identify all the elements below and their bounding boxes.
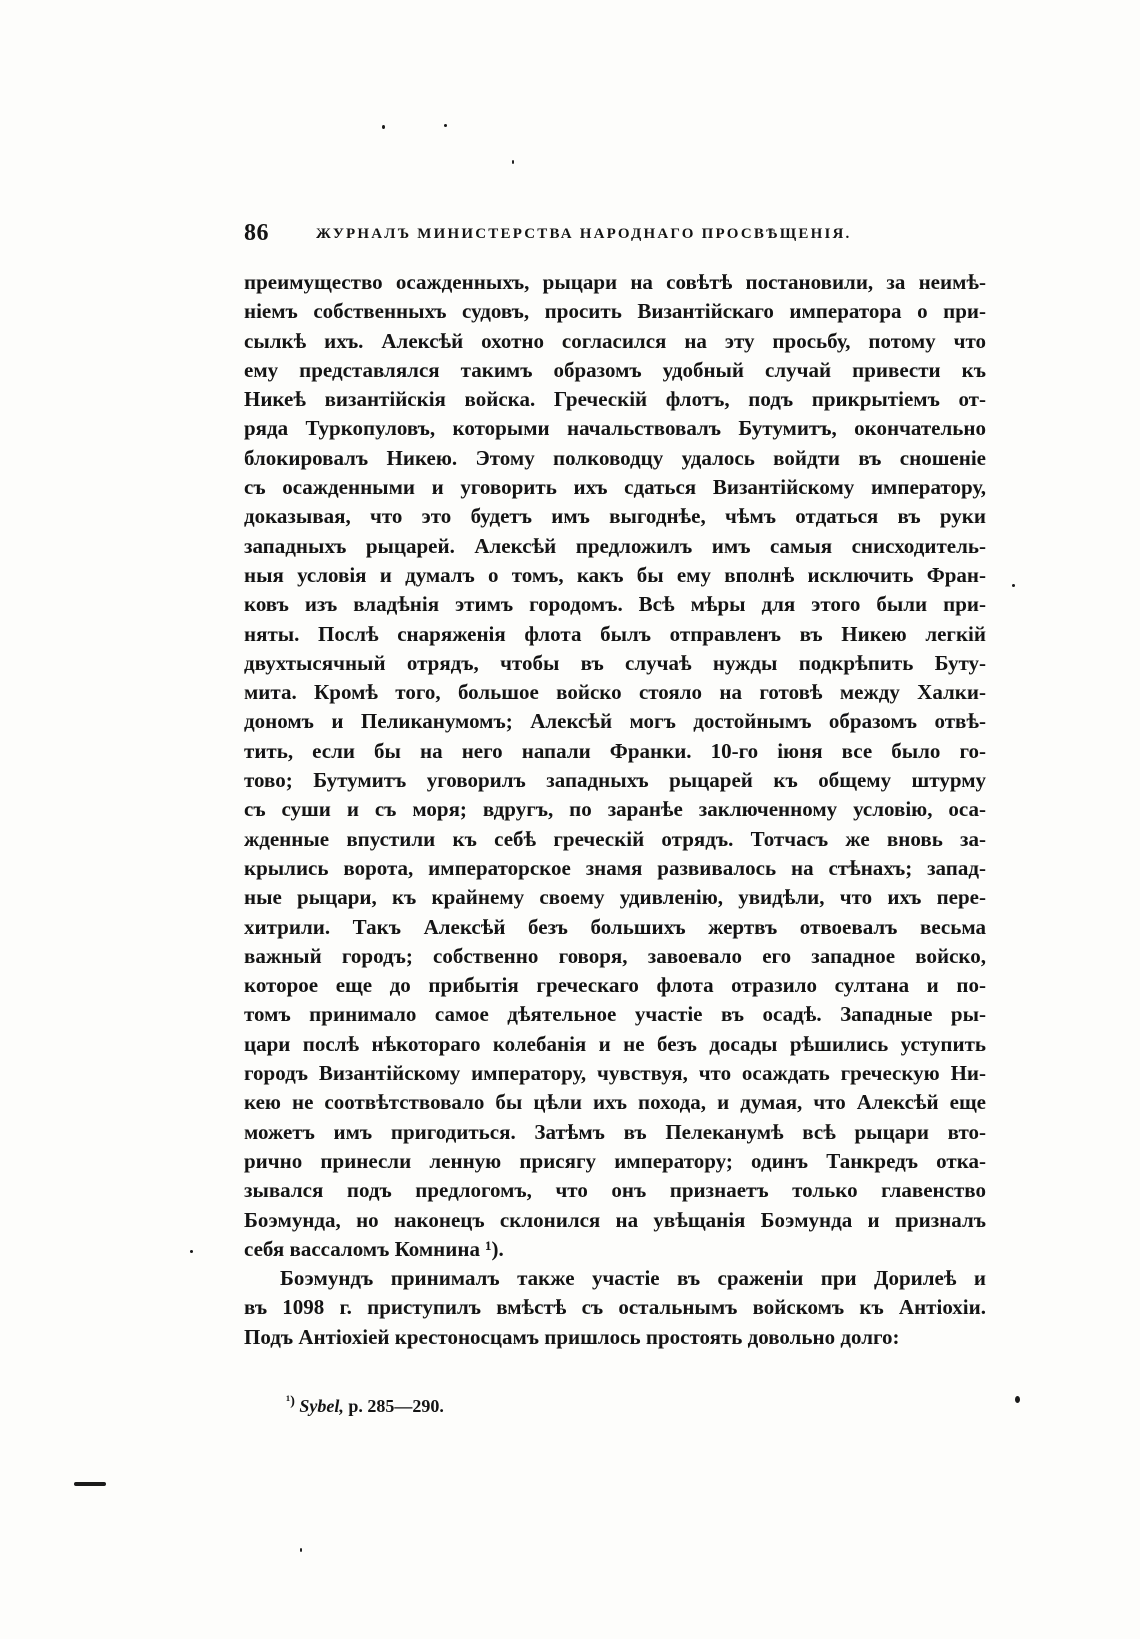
body-line: ныя условія и думалъ о томъ, какъ бы ему вполнѣ исключить Фран- xyxy=(244,562,986,587)
body-line: зывался подъ предлогомъ, что онъ признаетъ только главенство xyxy=(244,1178,986,1203)
scan-speck xyxy=(1012,584,1015,587)
body-line: съ суши и съ моря; вдругъ, по заранѣе заключенному условію, оса- xyxy=(244,797,986,822)
body-line: тить, если бы на него напали Франки. 10-го іюня все было го- xyxy=(244,738,986,763)
body-line: дономъ и Пеликанумомъ; Алексѣй могъ достойнымъ образомъ отвѣ- xyxy=(244,709,986,734)
body-line: Подъ Антіохіей крестоносцамъ пришлось простоять довольно долго: xyxy=(244,1324,900,1349)
page-number: 86 xyxy=(244,220,269,246)
scan-speck xyxy=(74,1482,106,1486)
body-line: рично принесли ленную присягу императору; одинъ Танкредъ отка- xyxy=(244,1148,986,1173)
body-line: сылкѣ ихъ. Алексѣй охотно согласился на эту просьбу, потому что xyxy=(244,328,986,353)
body-line: городъ Византійскому императору, чувствуя, что осаждать греческую Ни- xyxy=(244,1061,986,1086)
body-line: ные рыцари, къ крайнему своему удивленію, увидѣли, что ихъ пере- xyxy=(244,885,986,910)
body-line: томъ принимало самое дѣятельное участіе въ осадѣ. Западные ры- xyxy=(244,1002,986,1027)
body-line: тово; Бутумитъ уговорилъ западныхъ рыцарей къ общему штурму xyxy=(244,768,986,793)
body-line: хитрили. Такъ Алексѣй безъ большихъ жертвъ отвоевалъ весьма xyxy=(244,914,986,939)
body-line: преимущество осажденныхъ, рыцари на совѣтѣ постановили, за неимѣ- xyxy=(244,270,986,294)
page-header xyxy=(244,220,892,256)
body-line: Боэмунда, но наконецъ склонился на увѣщанія Боэмунда и призналъ xyxy=(244,1207,986,1232)
body-line: ковъ изъ владѣнія этимъ городомъ. Всѣ мѣры для этого были при- xyxy=(244,592,986,617)
body-line: жденные впустили къ себѣ греческій отрядъ. Тотчасъ же вновь за- xyxy=(244,826,986,851)
body-text xyxy=(244,268,986,1352)
body-line: ряда Туркопуловъ, которыми начальствовалъ Бутумитъ, окончательно xyxy=(244,416,986,441)
scan-speck xyxy=(444,124,447,127)
scan-speck xyxy=(190,1250,193,1253)
body-line: въ 1098 г. приступилъ вмѣстѣ съ остальнымъ войскомъ къ Антіохіи. xyxy=(244,1295,986,1320)
scan-speck xyxy=(300,1548,302,1552)
body-line: мита. Кромѣ того, большое войско стояло на готовѣ между Халки- xyxy=(244,680,986,705)
footnote xyxy=(286,1396,444,1417)
body-line: западныхъ рыцарей. Алексѣй предложилъ имъ самыя снисходитель- xyxy=(244,533,986,558)
scan-speck xyxy=(512,160,514,164)
body-line: важный городъ; собственно говоря, завоевало его западное войско, xyxy=(244,943,986,968)
body-line: блокировалъ Никею. Этому полководцу удалось войдти въ сношеніе xyxy=(244,445,986,470)
body-line: которое еще до прибытія греческаго флота отразило султана и по- xyxy=(244,973,986,998)
body-line: цари послѣ нѣкотораго колебанія и не безъ досады рѣшились уступить xyxy=(244,1031,986,1056)
body-line: няты. Послѣ снаряженія флота былъ отправленъ въ Никею легкій xyxy=(244,621,986,646)
footnote-author: Sybel, xyxy=(299,1396,344,1416)
body-line: двухтысячный отрядъ, чтобы въ случаѣ нужды подкрѣпить Буту- xyxy=(244,650,986,675)
body-line: ему представлялся такимъ образомъ удобный случай привести къ xyxy=(244,357,986,382)
body-line: Никеѣ византійскія войска. Греческій флотъ, подъ прикрытіемъ от- xyxy=(244,387,986,412)
body-line: можетъ имъ пригодиться. Затѣмъ въ Пелеканумѣ всѣ рыцари вто- xyxy=(244,1119,986,1144)
scan-speck xyxy=(382,125,385,129)
body-line: доказывая, что это будетъ имъ выгоднѣе, чѣмъ отдаться въ руки xyxy=(244,504,986,529)
body-line: себя вассаломъ Комнина ¹). xyxy=(244,1236,504,1261)
scan-speck xyxy=(1015,1396,1020,1403)
body-line: крылись ворота, императорское знамя развивалось на стѣнахъ; запад- xyxy=(244,855,986,880)
body-line: Боэмундъ принималъ также участіе въ сраженіи при Дорилеѣ и xyxy=(280,1266,986,1291)
running-title: ЖУРНАЛЪ МИНИСТЕРСТВА НАРОДНАГО ПРОСВѢЩЕНІЯ. xyxy=(316,226,852,242)
body-line: съ осажденными и уговорить ихъ сдаться Византійскому императору, xyxy=(244,475,986,500)
footnote-pages: p. 285—290. xyxy=(348,1396,444,1416)
body-line: ніемъ собственныхъ судовъ, просить Византійскаго императора о при- xyxy=(244,299,986,324)
body-line: кею не соотвѣтствовало бы цѣли ихъ похода, и думая, что Алексѣй еще xyxy=(244,1090,986,1115)
footnote-marker: ¹) xyxy=(286,1394,295,1409)
